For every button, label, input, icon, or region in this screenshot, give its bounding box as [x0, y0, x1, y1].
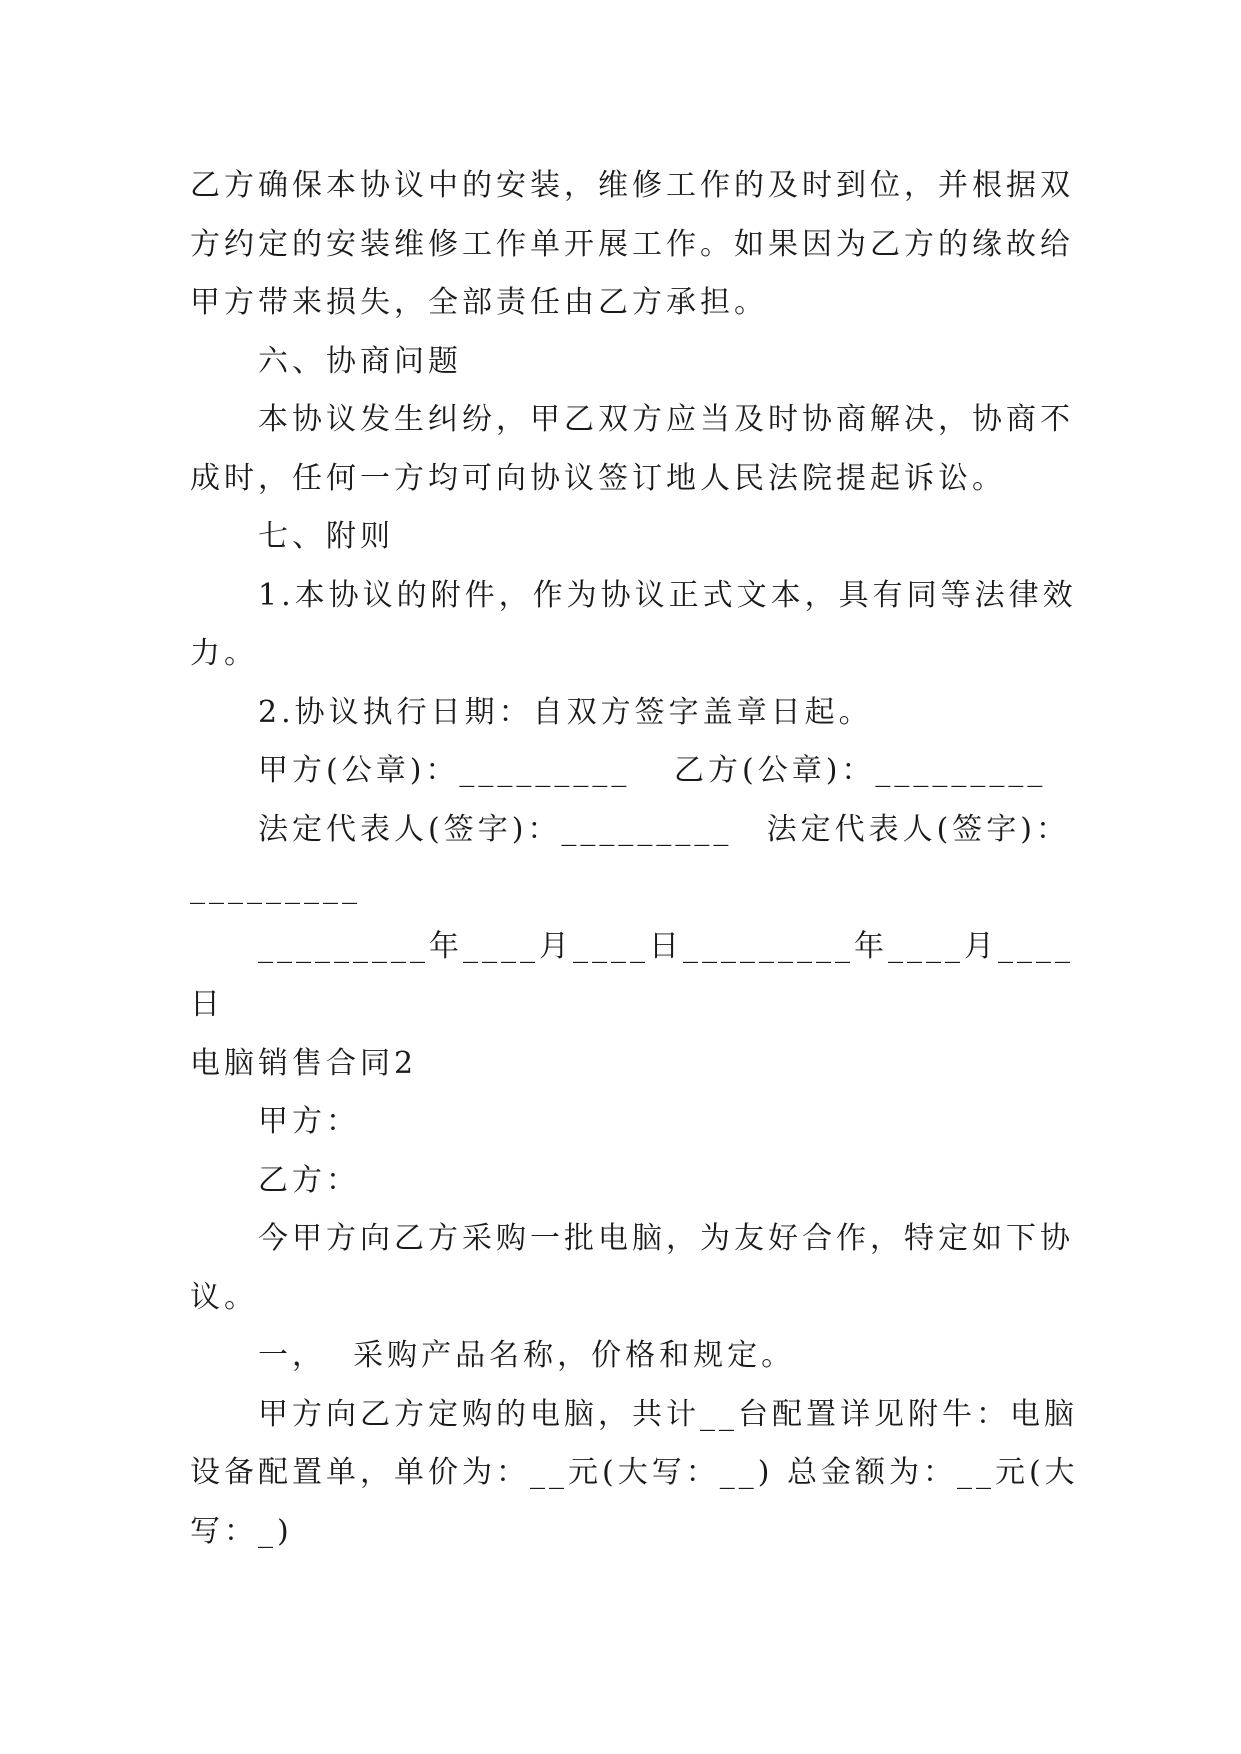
party-a-seal: 甲方(公章)：_________: [258, 753, 631, 788]
paragraph-line: 2.协议执行日期：自双方签字盖章日起。: [258, 694, 873, 730]
party-b-label: 乙方：: [258, 1162, 360, 1198]
document-page: [190, 157, 1079, 1561]
section-heading: 七、附则: [258, 519, 394, 554]
paragraph-line: 写：_): [190, 1513, 293, 1549]
party-b-representative: 法定代表人(签字)：: [766, 811, 1070, 847]
paragraph-line: 方约定的安装维修工作单开展工作。如果因为乙方的缘故给: [190, 226, 1074, 262]
paragraph-line: 力。: [190, 636, 258, 671]
party-a-representative: 法定代表人(签字)：_________: [258, 811, 733, 847]
paragraph-line: 甲方带来损失，全部责任由乙方承担。: [190, 285, 768, 320]
date-row: [190, 918, 1074, 977]
date-tail: 日: [190, 987, 224, 1022]
party-b-seal: 乙方(公章)：_________: [674, 753, 1047, 788]
paragraph-line: 议。: [190, 1279, 258, 1315]
paragraph-line: 乙方确保本协议中的安装，维修工作的及时到位，并根据双: [190, 168, 1074, 203]
party-b-date: _________年____月____: [683, 928, 1074, 964]
seal-row: [190, 742, 1070, 801]
contract-title: 电脑销售合同2: [190, 1045, 418, 1081]
paragraph-line: 成时，任何一方均可向协议签订地人民法院提起诉讼。: [190, 460, 1006, 496]
paragraph-line: 本协议发生纠纷，甲乙双方应当及时协商解决，协商不: [258, 402, 1074, 437]
representative-blank: _________: [190, 870, 361, 905]
paragraph-line: 甲方向乙方定购的电脑，共计__台配置详见附牛：电脑: [258, 1396, 1078, 1432]
party-a-label: 甲方：: [258, 1104, 360, 1139]
party-a-date: _________年____月____日: [258, 928, 683, 964]
section-heading: 一， 采购产品名称，价格和规定。: [258, 1338, 796, 1373]
paragraph-line: 设备配置单，单价为：__元(大写：__) 总金额为：__元(大: [190, 1455, 1079, 1490]
section-heading: 六、协商问题: [258, 343, 462, 379]
paragraph-line: 1.本协议的附件，作为协议正式文本，具有同等法律效: [258, 577, 1077, 613]
paragraph-line: 今甲方向乙方采购一批电脑，为友好合作，特定如下协: [258, 1221, 1074, 1256]
representative-row: [190, 801, 1070, 860]
